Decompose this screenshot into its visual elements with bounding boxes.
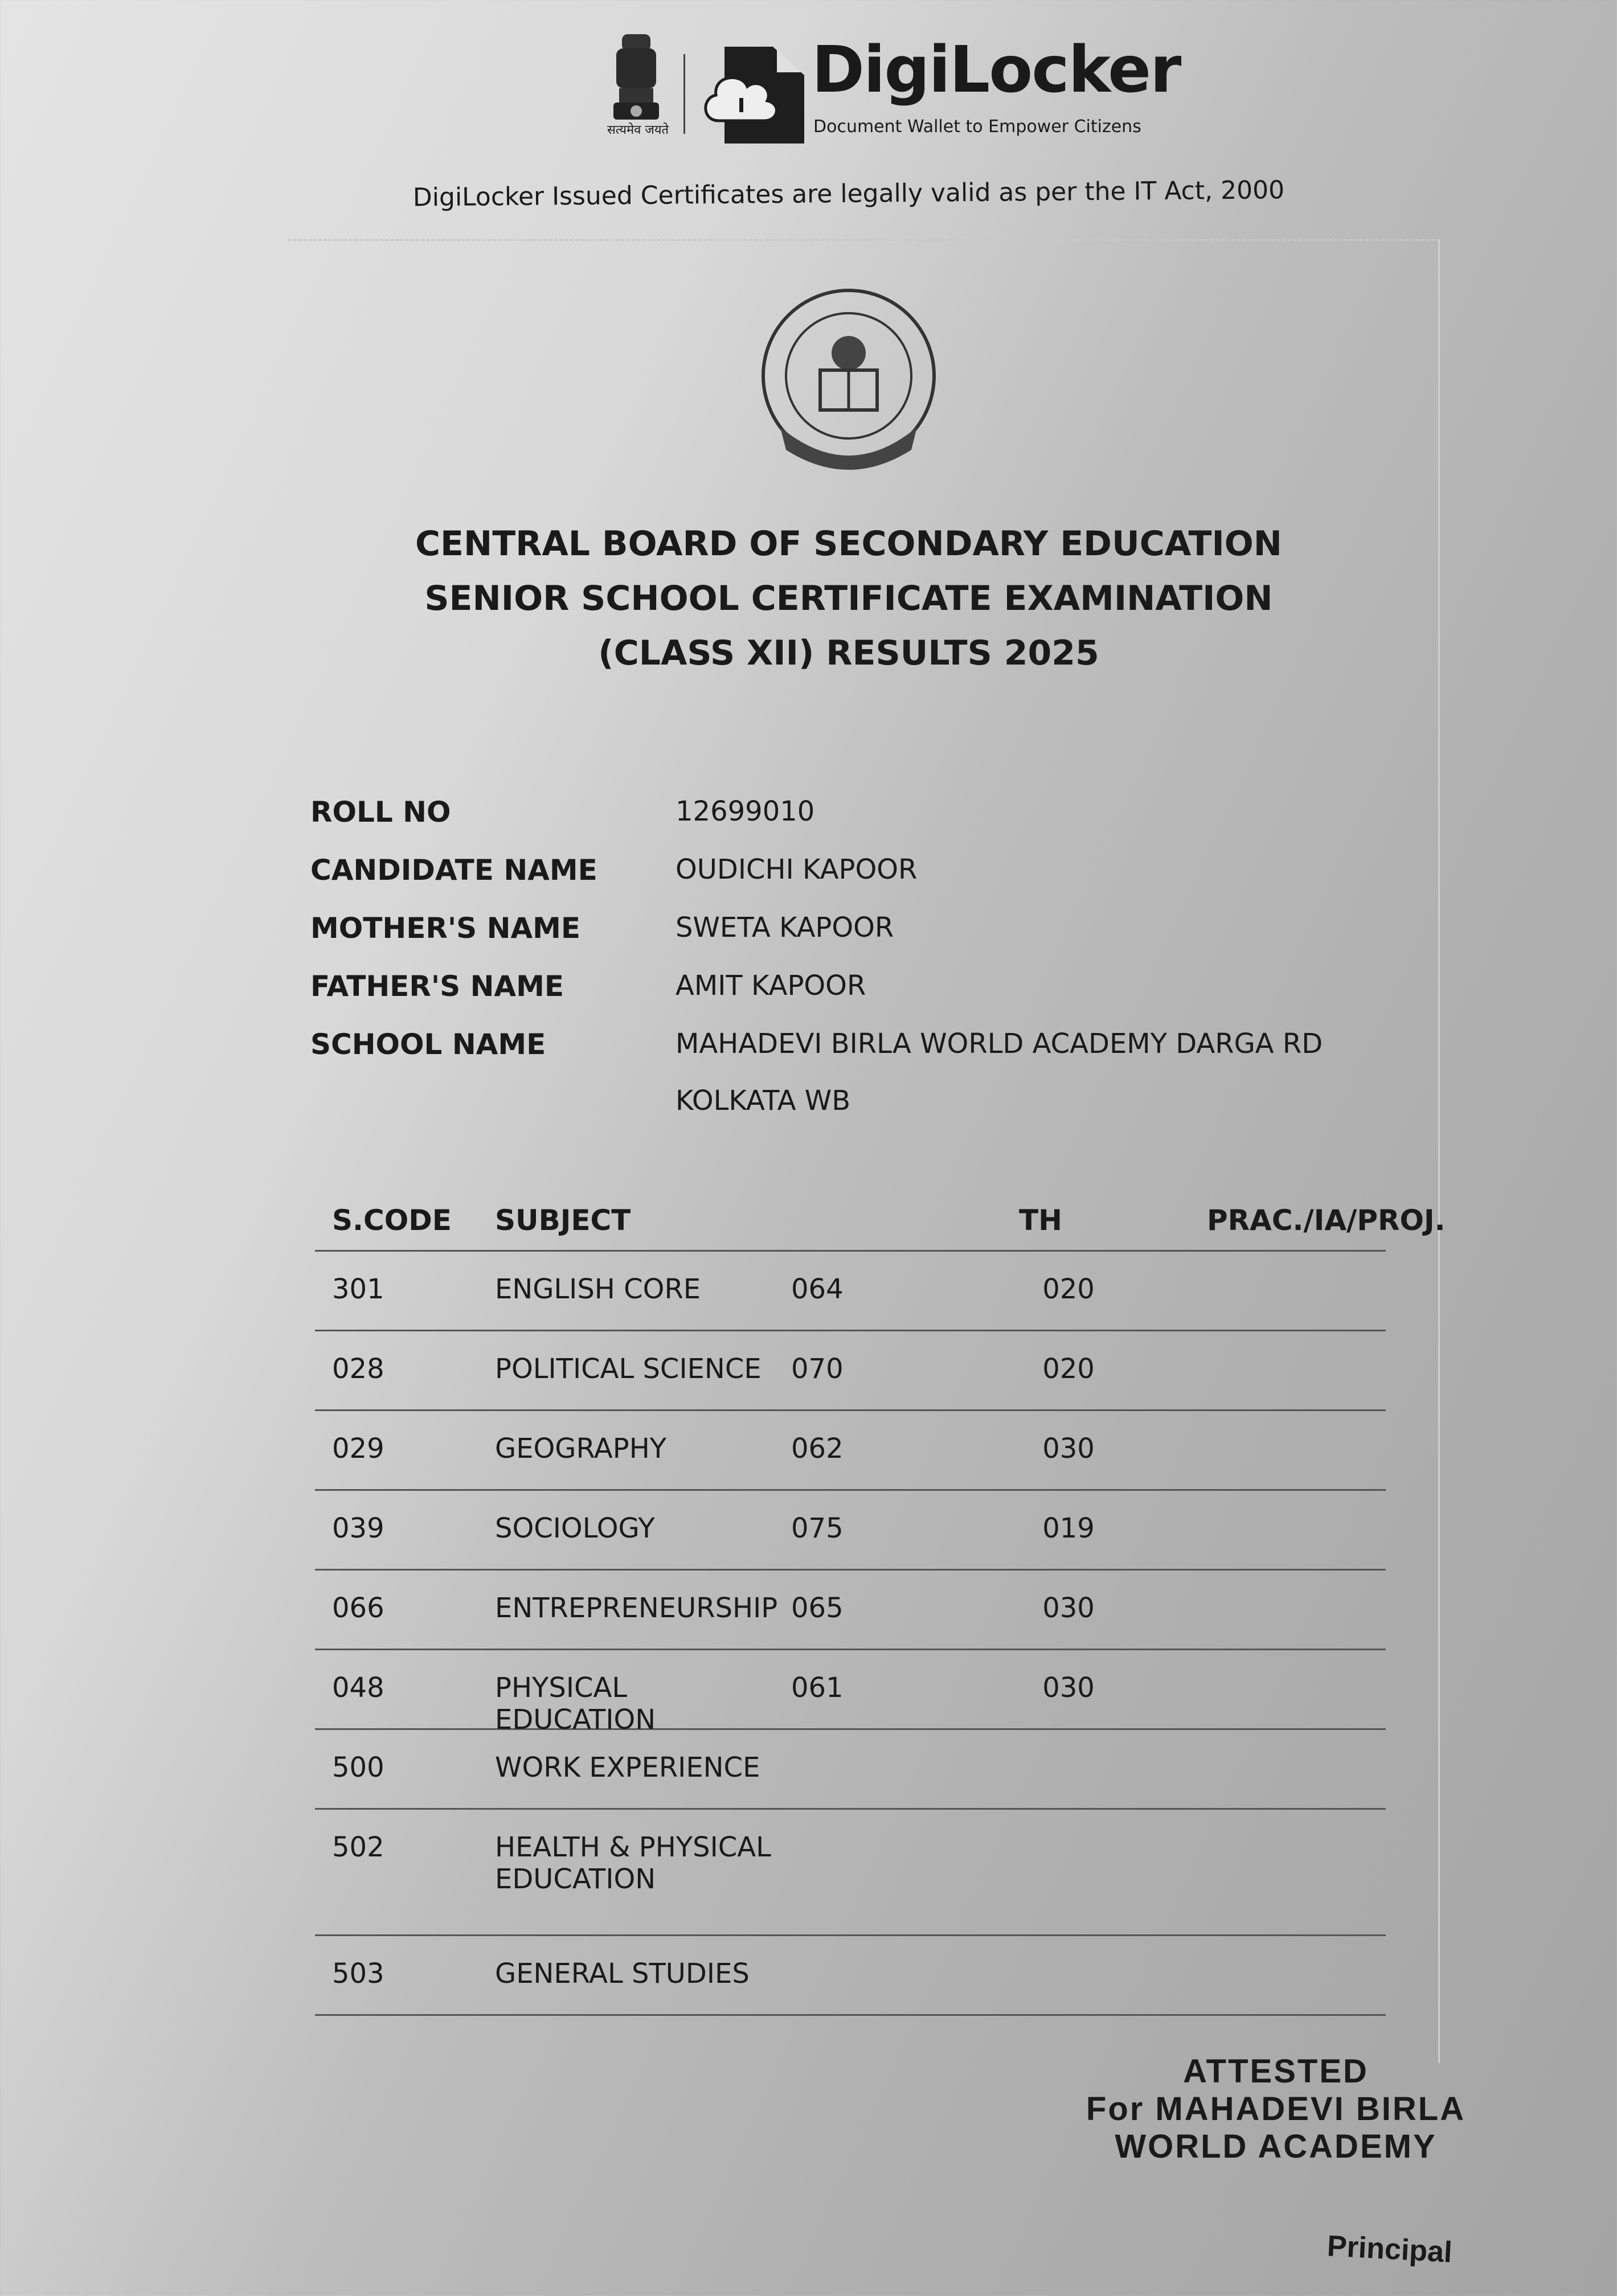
table-row xyxy=(315,1571,1386,1650)
theory-marks: 065 xyxy=(791,1592,844,1624)
header-scode: S.CODE xyxy=(332,1203,452,1237)
table-row xyxy=(315,1730,1386,1810)
practical-marks: 020 xyxy=(1042,1273,1095,1305)
roll-no-value: 12699010 xyxy=(676,796,815,827)
table-row xyxy=(315,1411,1386,1491)
subject-code: 029 xyxy=(332,1433,384,1465)
subject-name: GENERAL STUDIES xyxy=(495,1958,750,1990)
results-title: (CLASS XII) RESULTS 2025 xyxy=(598,633,1099,673)
stamp-line1: ATTESTED xyxy=(1183,2053,1369,2090)
school-name-label: SCHOOL NAME xyxy=(310,1028,546,1061)
school-name-value: MAHADEVI BIRLA WORLD ACADEMY DARGA RD xyxy=(676,1028,1323,1060)
theory-marks: 070 xyxy=(791,1353,844,1385)
legal-disclaimer: DigiLocker Issued Certificates are legally valid as per the IT Act, 2000 xyxy=(412,175,1285,212)
practical-marks: 030 xyxy=(1042,1592,1095,1624)
table-row xyxy=(315,1936,1386,2016)
subject-name: SOCIOLOGY xyxy=(495,1512,655,1544)
practical-marks: 030 xyxy=(1042,1433,1095,1465)
table-header xyxy=(315,1190,1446,1252)
board-title: CENTRAL BOARD OF SECONDARY EDUCATION xyxy=(415,524,1282,564)
practical-marks: 030 xyxy=(1042,1672,1095,1704)
subject-code: 500 xyxy=(332,1752,384,1784)
subject-code: 301 xyxy=(332,1273,384,1305)
subject-name: POLITICAL SCIENCE xyxy=(495,1353,762,1385)
table-row xyxy=(315,1491,1386,1571)
stamp-line3: WORLD ACADEMY xyxy=(1115,2128,1437,2165)
mother-name-value: SWETA KAPOOR xyxy=(676,912,894,944)
header-prac: PRAC./IA/PROJ. xyxy=(1207,1203,1446,1237)
brand-name: DigiLocker xyxy=(812,33,1181,107)
subject-code: 048 xyxy=(332,1672,384,1704)
theory-marks: 075 xyxy=(791,1512,844,1544)
practical-marks: 020 xyxy=(1042,1353,1095,1385)
subject-code: 502 xyxy=(332,1831,384,1863)
digilocker-logo-icon xyxy=(702,41,807,144)
theory-marks: 062 xyxy=(791,1433,844,1465)
stamp-line2: For MAHADEVI BIRLA xyxy=(1086,2090,1466,2127)
candidate-name-label: CANDIDATE NAME xyxy=(310,854,597,887)
subject-name: HEALTH & PHYSICAL EDUCATION xyxy=(495,1831,771,1895)
principal-signature: Principal xyxy=(1326,2229,1454,2269)
emblem-motto: सत्यमेव जयते xyxy=(607,123,669,137)
school-name-value-line2: KOLKATA WB xyxy=(676,1085,851,1117)
subject-name: ENGLISH CORE xyxy=(495,1273,701,1305)
subject-code: 503 xyxy=(332,1958,384,1990)
subject-name: ENTREPRENEURSHIP xyxy=(495,1592,778,1624)
header-subject: SUBJECT xyxy=(495,1203,631,1237)
father-name-label: FATHER'S NAME xyxy=(310,970,564,1003)
theory-marks: 064 xyxy=(791,1273,844,1305)
brand-tagline: Document Wallet to Empower Citizens xyxy=(813,117,1141,137)
subject-name: WORK EXPERIENCE xyxy=(495,1752,760,1784)
marks-table xyxy=(315,1190,1446,2016)
table-row xyxy=(315,1331,1386,1411)
candidate-name-value: OUDICHI KAPOOR xyxy=(676,854,918,885)
practical-marks: 019 xyxy=(1042,1512,1095,1544)
header-th: TH xyxy=(1019,1203,1062,1237)
subject-code: 066 xyxy=(332,1592,384,1624)
table-row xyxy=(315,1650,1386,1736)
father-name-value: AMIT KAPOOR xyxy=(676,970,866,1002)
mother-name-label: MOTHER'S NAME xyxy=(310,912,581,945)
theory-marks: 061 xyxy=(791,1672,844,1704)
roll-no-label: ROLL NO xyxy=(310,796,451,829)
table-row xyxy=(315,1810,1386,1936)
attestation-stamp xyxy=(1082,2053,1469,2166)
exam-title: SENIOR SCHOOL CERTIFICATE EXAMINATION xyxy=(424,579,1273,618)
subject-name: GEOGRAPHY xyxy=(495,1433,667,1465)
table-row xyxy=(315,1252,1386,1331)
subject-name: PHYSICAL EDUCATION xyxy=(495,1672,656,1736)
cbse-seal-icon xyxy=(758,285,940,478)
logo-divider xyxy=(683,54,685,134)
subject-code: 039 xyxy=(332,1512,384,1544)
subject-code: 028 xyxy=(332,1353,384,1385)
